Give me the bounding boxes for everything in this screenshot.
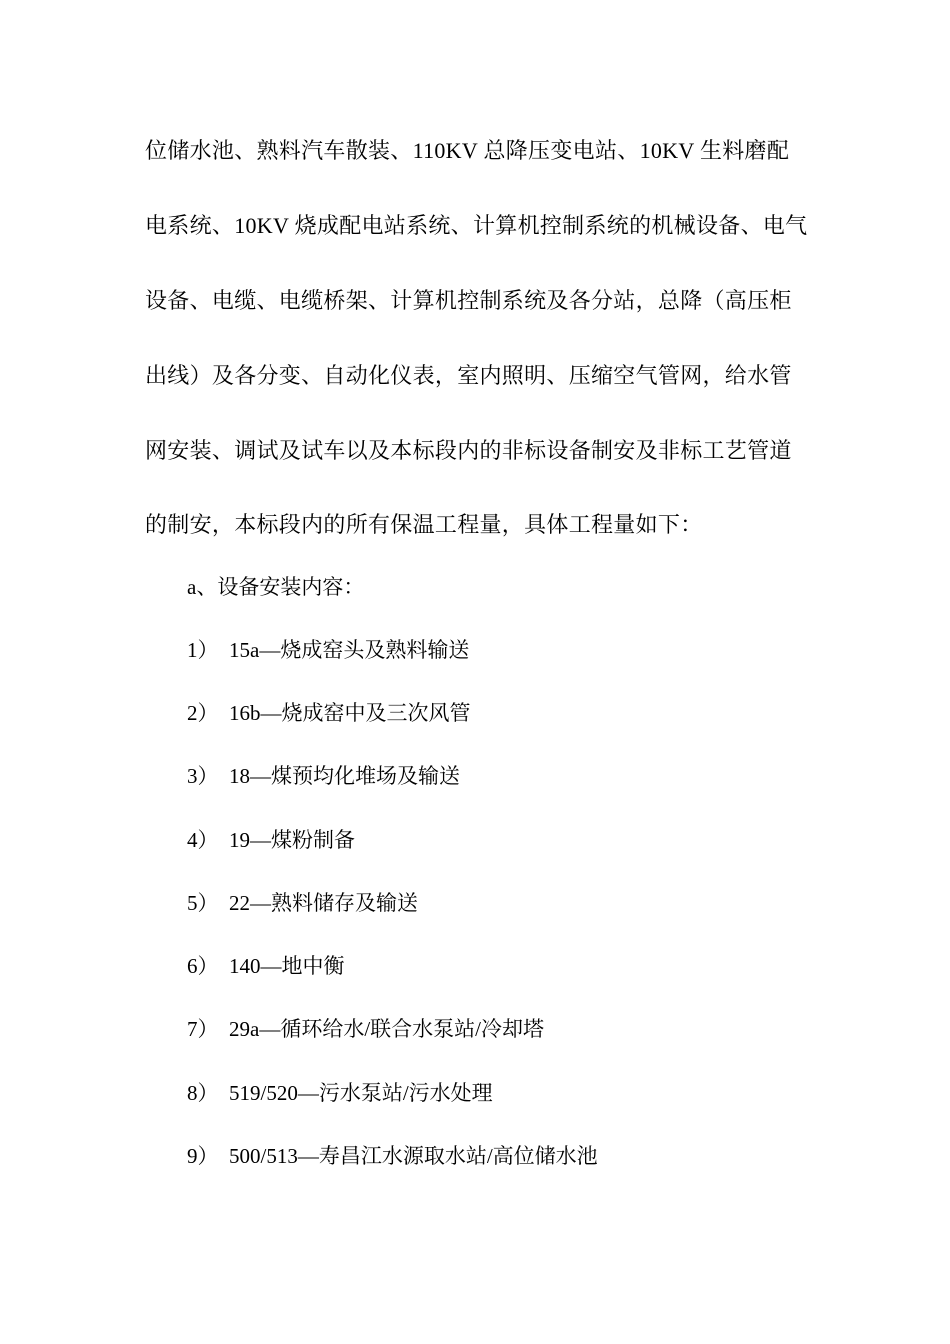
list-item-text: 29a—循环给水/联合水泵站/冷却塔 (229, 1017, 544, 1041)
list-item (187, 1014, 544, 1044)
list-item-number: 7） (187, 1017, 219, 1041)
list-item (187, 635, 469, 665)
list-item (187, 1141, 598, 1171)
list-item-text: 15a—烧成窑头及熟料输送 (229, 638, 470, 662)
list-item (187, 761, 460, 791)
section-heading: a、设备安装内容： (187, 575, 365, 599)
list-item (187, 1078, 493, 1108)
list-item-number: 9） (187, 1144, 219, 1168)
list-item-number: 1） (187, 638, 219, 662)
list-item-text: 18—煤预均化堆场及输送 (229, 764, 460, 788)
list-item-number: 3） (187, 764, 219, 788)
paragraph-line: 位储水池、熟料汽车散装、110KV 总降压变电站、10KV 生料磨配 (145, 138, 790, 163)
paragraph-line: 电系统、10KV 烧成配电站系统、计算机控制系统的机械设备、电气 (145, 213, 808, 238)
list-item-text: 140—地中衡 (229, 954, 345, 978)
list-item-number: 5） (187, 891, 219, 915)
list-item-text: 519/520—污水泵站/污水处理 (229, 1081, 493, 1105)
list-item-number: 8） (187, 1081, 219, 1105)
list-item (187, 888, 418, 918)
list-item (187, 698, 471, 728)
list-item (187, 951, 345, 981)
list-item-text: 22—熟料储存及输送 (229, 891, 418, 915)
list-item-number: 2） (187, 701, 219, 725)
list-item-number: 4） (187, 828, 219, 852)
list-item-text: 500/513—寿昌江水源取水站/高位储水池 (229, 1144, 598, 1168)
list-item-text: 19—煤粉制备 (229, 828, 355, 852)
paragraph-line: 网安装、调试及试车以及本标段内的非标设备制安及非标工艺管道 (145, 438, 792, 463)
paragraph-line: 出线）及各分变、自动化仪表，室内照明、压缩空气管网，给水管 (145, 363, 792, 388)
paragraph-line: 设备、电缆、电缆桥架、计算机控制系统及各分站，总降（高压柜 (145, 288, 792, 313)
list-item (187, 825, 355, 855)
list-item-number: 6） (187, 954, 219, 978)
list-item-text: 16b—烧成窑中及三次风管 (229, 701, 471, 725)
paragraph-line: 的制安，本标段内的所有保温工程量，具体工程量如下： (145, 512, 703, 537)
